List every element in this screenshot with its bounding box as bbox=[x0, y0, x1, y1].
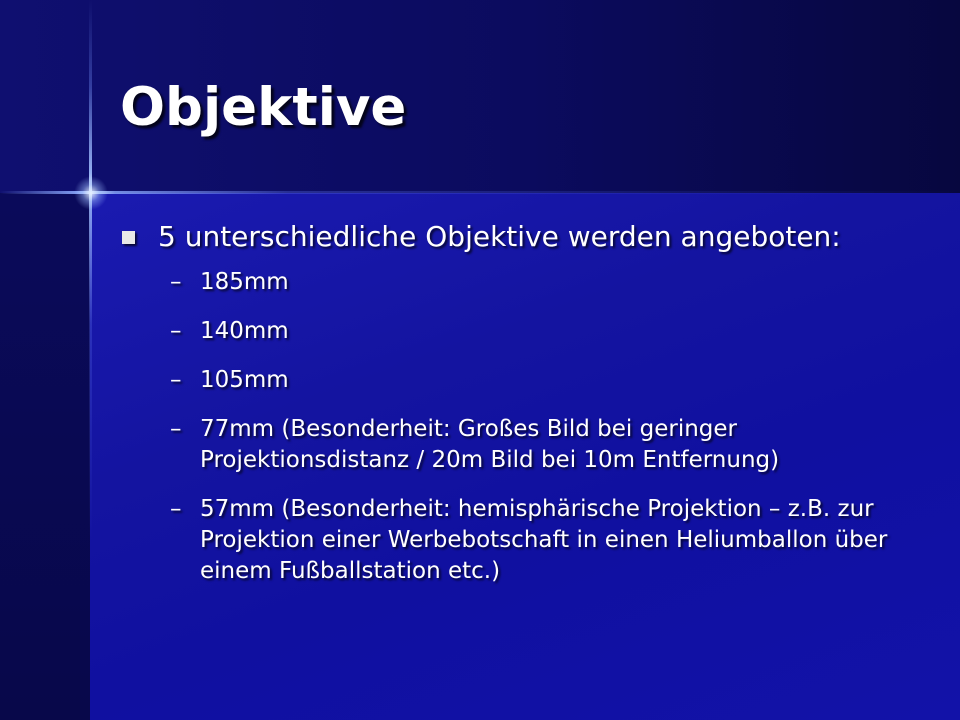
bullet-item bbox=[120, 218, 940, 255]
dash-marker: – bbox=[170, 367, 182, 393]
dash-marker: – bbox=[170, 318, 182, 344]
dash-marker: – bbox=[170, 496, 182, 522]
lens-item-57mm bbox=[120, 494, 940, 587]
lens-item-text: 185mm bbox=[200, 269, 289, 295]
bullet-text: 5 unterschiedliche Objektive werden angeboten: bbox=[158, 220, 841, 253]
slide-title: Objektive bbox=[120, 77, 407, 138]
lens-item-140mm bbox=[120, 316, 940, 347]
lens-list bbox=[120, 267, 940, 587]
dash-marker: – bbox=[170, 269, 182, 295]
dash-marker: – bbox=[170, 416, 182, 442]
square-bullet-icon bbox=[122, 231, 135, 244]
slide-body bbox=[120, 218, 940, 605]
lens-item-text: 105mm bbox=[200, 367, 289, 393]
lens-item-77mm bbox=[120, 414, 940, 476]
star-line-vertical bbox=[89, 0, 92, 720]
star-line-horizontal bbox=[0, 191, 960, 194]
lens-item-text: 57mm (Besonderheit: hemisphärische Projektion – z.B. zur Projektion einer Werbebotschaft in einen Heliumballon über einem Fußballstation etc.) bbox=[200, 496, 888, 584]
star-sparkle-icon bbox=[74, 176, 108, 210]
lens-item-text: 77mm (Besonderheit: Großes Bild bei geringer Projektionsdistanz / 20m Bild bei 10m Entfernung) bbox=[200, 416, 780, 473]
lens-item-185mm bbox=[120, 267, 940, 298]
lens-item-text: 140mm bbox=[200, 318, 289, 344]
lens-item-105mm bbox=[120, 365, 940, 396]
background-left-band bbox=[0, 193, 90, 720]
